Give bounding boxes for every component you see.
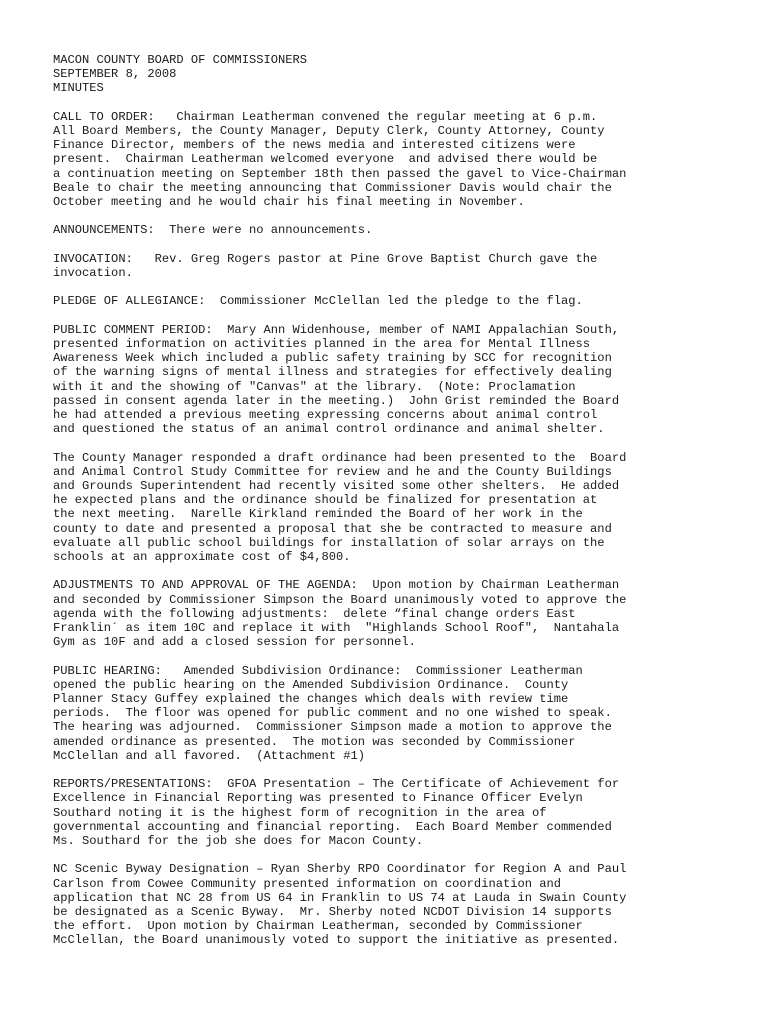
paragraph-line: with it and the showing of "Canvas" at the library. (Note: Proclamation [53,379,576,394]
paragraph-line: the next meeting. Narelle Kirkland reminded the Board of her work in the [53,507,583,522]
paragraph-line: McClellan and all favored. (Attachment #1) [53,748,366,763]
paragraph-line: ADJUSTMENTS TO AND APPROVAL OF THE AGENDA: Upon motion by Chairman Leatherman [53,578,620,593]
minutes-paragraph [53,777,753,848]
paragraph-line: governmental accounting and financial reporting. Each Board Member commended [53,819,612,834]
paragraph-line: present. Chairman Leatherman welcomed everyone and advised there would be [53,152,598,167]
minutes-paragraph [53,451,753,565]
paragraph-line: agenda with the following adjustments: delete “final change orders East [53,606,576,621]
paragraph-line: the effort. Upon motion by Chairman Leatherman, seconded by Commissioner [53,919,583,934]
minutes-paragraph [53,664,753,763]
paragraph-line: and Animal Control Study Committee for review and he and the County Buildings [53,464,612,479]
minutes-paragraph [53,862,753,947]
paragraph-line: Excellence in Financial Reporting was presented to Finance Officer Evelyn [53,791,583,806]
paragraph-line: and questioned the status of an animal control ordinance and animal shelter. [53,422,605,437]
header-line: MACON COUNTY BOARD OF COMMISSIONERS [53,53,308,67]
paragraph-line: Carlson from Cowee Community presented information on coordination and [53,876,562,891]
paragraph-line: of the warning signs of mental illness and strategies for effectively dealing [53,365,612,380]
paragraph-line: McClellan, the Board unanimously voted to support the initiative as presented. [53,933,620,948]
paragraph-line: Planner Stacy Guffey explained the changes which deals with review time [53,692,569,707]
paragraph-line: PUBLIC HEARING: Amended Subdivision Ordinance: Commissioner Leatherman [53,663,583,678]
paragraph-line: Awareness Week which included a public safety training by SCC for recognition [53,351,612,366]
paragraph-line: REPORTS/PRESENTATIONS: GFOA Presentation – The Certificate of Achievement for [53,777,620,792]
paragraph-line: CALL TO ORDER: Chairman Leatherman convened the regular meeting at 6 p.m. [53,109,598,124]
paragraph-line: October meeting and he would chair his final meeting in November. [53,195,525,210]
paragraph-line: Franklin´ as item 10C and replace it with "Highlands School Roof", Nantahala [53,621,620,636]
paragraph-line: The County Manager responded a draft ordinance had been presented to the Board [53,450,627,465]
paragraph-line: Southard noting it is the highest form of recognition in the area of [53,805,547,820]
minutes-paragraph [53,578,753,649]
paragraph-line: PUBLIC COMMENT PERIOD: Mary Ann Widenhouse, member of NAMI Appalachian South, [53,322,620,337]
paragraph-line: Ms. Southard for the job she does for Macon County. [53,834,424,849]
document-page [53,53,753,962]
minutes-paragraph [53,323,753,437]
paragraph-line: invocation. [53,266,133,280]
paragraph-line: amended ordinance as presented. The motion was seconded by Commissioner [53,734,576,749]
paragraph-line: he expected plans and the ordinance should be finalized for presentation at [53,493,598,508]
paragraph-line: be designated as a Scenic Byway. Mr. Sherby noted NCDOT Division 14 supports [53,905,612,920]
paragraph-line: Gym as 10F and add a closed session for personnel. [53,635,416,650]
paragraph-line: All Board Members, the County Manager, Deputy Clerk, County Attorney, County [53,124,605,138]
header-line: MINUTES [53,81,104,96]
paragraph-line: opened the public hearing on the Amended Subdivision Ordinance. County [53,677,569,692]
minutes-paragraph [53,294,753,308]
paragraph-line: presented information on activities planned in the area for Mental Illness [53,336,591,351]
minutes-paragraph [53,223,753,237]
document-header [53,53,753,96]
paragraph-line: he had attended a previous meeting expressing concerns about animal control [53,408,598,422]
minutes-paragraph [53,110,753,209]
minutes-body [53,110,753,948]
paragraph-line: application that NC 28 from US 64 in Franklin to US 74 at Lauda in Swain County [53,890,627,905]
paragraph-line: and seconded by Commissioner Simpson the Board unanimously voted to approve the [53,592,627,607]
paragraph-line: passed in consent agenda later in the meeting.) John Grist reminded the Board [53,393,620,408]
header-line: SEPTEMBER 8, 2008 [53,67,177,82]
paragraph-line: schools at an approximate cost of $4,800. [53,550,351,565]
paragraph-line: county to date and presented a proposal that she be contracted to measure and [53,521,612,536]
paragraph-line: ANNOUNCEMENTS: There were no announcements. [53,223,373,238]
paragraph-line: a continuation meeting on September 18th then passed the gavel to Vice-Chairman [53,166,627,181]
paragraph-line: periods. The floor was opened for public comment and no one wished to speak. [53,706,612,721]
paragraph-line: The hearing was adjourned. Commissioner Simpson made a motion to approve the [53,720,612,735]
paragraph-line: PLEDGE OF ALLEGIANCE: Commissioner McClellan led the pledge to the flag. [53,294,583,309]
paragraph-line: evaluate all public school buildings for installation of solar arrays on the [53,535,605,550]
paragraph-line: INVOCATION: Rev. Greg Rogers pastor at Pine Grove Baptist Church gave the [53,251,598,266]
paragraph-line: NC Scenic Byway Designation – Ryan Sherby RPO Coordinator for Region A and Paul [53,862,627,877]
paragraph-line: Beale to chair the meeting announcing that Commissioner Davis would chair the [53,180,612,195]
paragraph-line: and Grounds Superintendent had recently visited some other shelters. He added [53,479,620,493]
minutes-paragraph [53,252,753,280]
paragraph-line: Finance Director, members of the news media and interested citizens were [53,138,576,153]
